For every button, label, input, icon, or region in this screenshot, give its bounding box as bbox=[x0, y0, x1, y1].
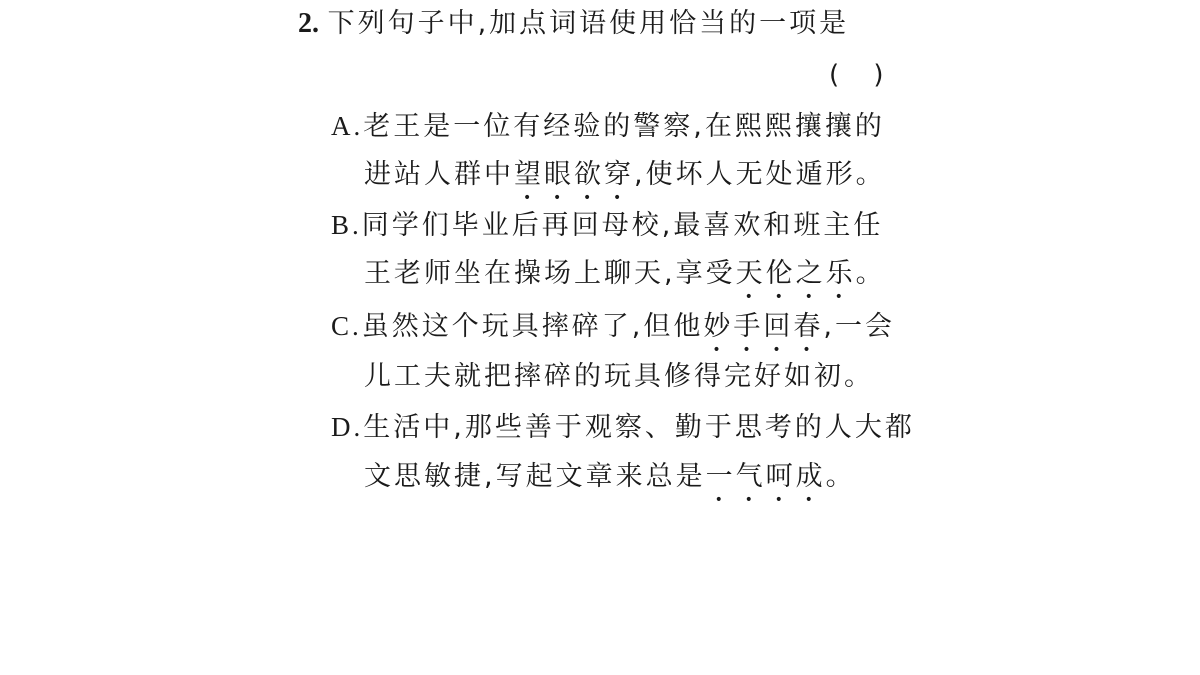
option-c-line1 bbox=[331, 308, 895, 358]
option-b-text: 同学们毕业后再回母校,最喜欢和班主任 bbox=[361, 210, 884, 241]
question-stem: 下列句子中,加点词语使用恰当的一项是 bbox=[327, 8, 850, 39]
option-d-text: 生活中,那些善于观察、勤于思考的人大都 bbox=[363, 412, 915, 443]
option-b-text-post: 。 bbox=[855, 258, 886, 289]
option-a-dotted-phrase: 望眼欲穿 bbox=[514, 159, 634, 190]
option-a-text-post: ,使坏人无处遁形。 bbox=[634, 159, 886, 190]
option-b-dotted-phrase: 天伦之乐 bbox=[735, 258, 856, 289]
option-d-line2 bbox=[364, 459, 856, 508]
option-a-line2 bbox=[364, 157, 886, 206]
option-b-line1 bbox=[331, 207, 883, 244]
option-b-line2 bbox=[364, 256, 886, 305]
option-c-text: 儿工夫就把摔碎的玩具修得完好如初。 bbox=[364, 361, 874, 392]
question-number: 2. bbox=[298, 8, 319, 39]
option-b-letter: B. bbox=[331, 210, 362, 240]
option-d-text-post: 。 bbox=[825, 461, 856, 492]
option-a-text: 老王是一位有经验的警察,在熙熙攘攘的 bbox=[363, 111, 885, 142]
option-d-line1 bbox=[331, 409, 915, 446]
question-stem-line bbox=[298, 6, 849, 42]
option-b-text-pre: 王老师坐在操场上聊天,享受 bbox=[364, 258, 736, 289]
option-c-line2 bbox=[364, 359, 874, 395]
option-a-letter: A. bbox=[331, 111, 364, 141]
option-c-text-pre: 虽然这个玩具摔碎了,但他 bbox=[361, 311, 704, 342]
answer-blank: ( ) bbox=[829, 60, 884, 90]
option-d-letter: D. bbox=[331, 412, 364, 442]
option-c-text-post: ,一会 bbox=[823, 311, 895, 342]
option-a-line1 bbox=[331, 108, 885, 145]
option-a-text-pre: 进站人群中 bbox=[364, 159, 514, 190]
option-d-dotted-phrase: 一气呵成 bbox=[705, 461, 826, 492]
option-d-text-pre: 文思敏捷,写起文章来总是 bbox=[364, 461, 706, 492]
option-c-dotted-phrase: 妙手回春 bbox=[703, 311, 824, 342]
option-c-letter: C. bbox=[331, 311, 362, 341]
